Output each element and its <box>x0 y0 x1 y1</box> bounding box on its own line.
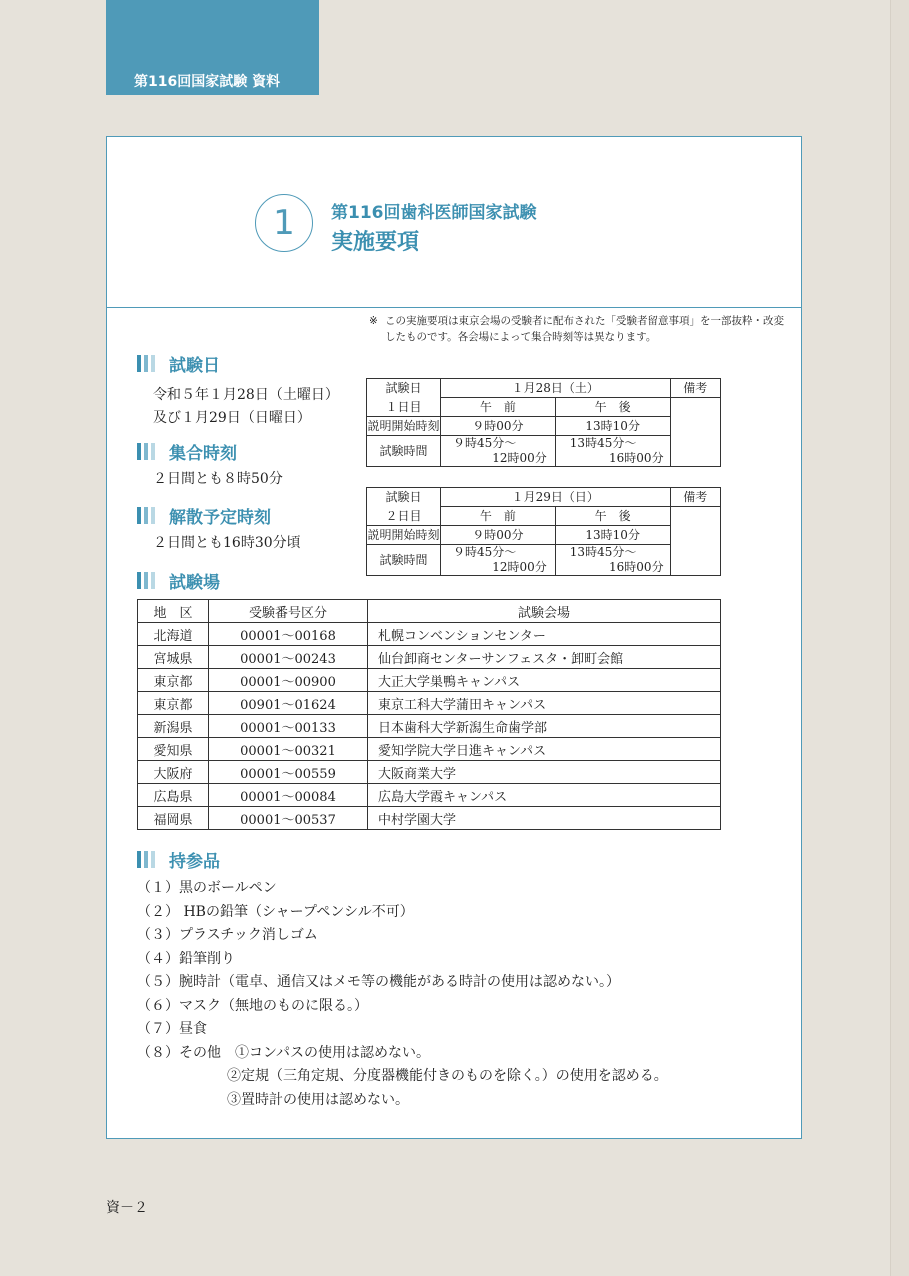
cell-region: 新潟県 <box>138 715 209 738</box>
exam-date-line-1: 令和５年１月28日（土曜日） <box>153 387 339 403</box>
cell-number-range: 00001～00243 <box>209 646 368 669</box>
cell-venue: 大阪商業大学 <box>368 761 721 784</box>
cell-number-range: 00001～00321 <box>209 738 368 761</box>
cell-remarks-label: 備考 <box>670 379 720 398</box>
list-item-continued: ③置時計の使用は認めない。 <box>227 1091 409 1108</box>
table-row <box>138 692 721 715</box>
list-item: （８）その他 ①コンパスの使用は認めない。 <box>137 1044 431 1061</box>
cell-day-label: １日目 <box>367 398 441 417</box>
list-item: （５）腕時計（電卓、通信又はメモ等の機能がある時計の使用は認めない。） <box>137 974 620 990</box>
section-heading-items <box>137 847 220 872</box>
page-number: 資－２ <box>106 1200 148 1216</box>
list-item: （１）黒のボールペン <box>137 880 277 896</box>
cell-pm-exam-time <box>555 436 670 467</box>
cell-region: 北海道 <box>138 623 209 646</box>
am-time-end: 12時00分 <box>492 451 547 465</box>
items-list <box>137 877 668 1112</box>
heading-bars-icon <box>137 443 155 460</box>
cell-number-range: 00001～00537 <box>209 807 368 830</box>
heading-bars-icon <box>137 572 155 589</box>
cell-venue: 日本歯科大学新潟生命歯学部 <box>368 715 721 738</box>
section-heading-assembly <box>137 439 237 464</box>
table-row <box>138 646 721 669</box>
cell-exam-day-label: 試験日 <box>367 488 441 507</box>
heading-bars-icon <box>137 507 155 524</box>
cell-explanation-label: 説明開始時刻 <box>367 417 441 436</box>
list-item: （７）昼食 <box>137 1021 207 1037</box>
cell-exam-time-label: 試験時間 <box>367 436 441 467</box>
cell-am-explanation: ９時00分 <box>441 417 556 436</box>
exam-date-line-2: 及び１月29日（日曜日） <box>153 410 311 426</box>
am-time-start: ９時45分～ <box>453 545 517 559</box>
cell-am-exam-time <box>441 545 556 576</box>
list-item: （２） HBの鉛筆（シャープペンシル不可） <box>137 903 414 920</box>
cell-region: 東京都 <box>138 692 209 715</box>
list-item: （４）鉛筆削り <box>137 950 235 967</box>
cell-venue: 仙台卸商センターサンフェスタ・卸町会館 <box>368 646 721 669</box>
cell-pm-label: 午 後 <box>555 398 670 417</box>
table-row <box>138 715 721 738</box>
chapter-number-badge: 1 <box>255 194 313 252</box>
cell-date: １月28日（土） <box>441 379 671 398</box>
section-heading-text: 試験日 <box>169 356 220 376</box>
cell-day-label: ２日目 <box>367 507 441 526</box>
table-row <box>138 807 721 830</box>
cell-region: 大阪府 <box>138 761 209 784</box>
cell-venue: 札幌コンベンションセンター <box>368 623 721 646</box>
cell-pm-exam-time <box>555 545 670 576</box>
pm-time-start: 13時45分～ <box>569 436 637 450</box>
am-time-end: 12時00分 <box>492 560 547 574</box>
list-item: （３）プラスチック消しゴム <box>137 927 318 943</box>
pm-time-start: 13時45分～ <box>569 545 637 559</box>
list-item-continued: ②定規（三角定規、分度器機能付きのものを除く。）の使用を認める。 <box>227 1068 668 1084</box>
cell-venue: 大正大学巣鴨キャンパス <box>368 669 721 692</box>
cell-am-label: 午 前 <box>441 398 556 417</box>
cell-remarks <box>670 507 720 576</box>
content-frame <box>106 136 802 1139</box>
table-header-row <box>138 600 721 623</box>
cell-pm-explanation: 13時10分 <box>555 417 670 436</box>
table-row <box>138 738 721 761</box>
cell-exam-day-label: 試験日 <box>367 379 441 398</box>
cell-number-range: 00001～00084 <box>209 784 368 807</box>
section-heading-exam-date <box>137 351 220 376</box>
cell-region: 広島県 <box>138 784 209 807</box>
cell-am-exam-time <box>441 436 556 467</box>
section-heading-text: 集合時刻 <box>169 444 237 464</box>
title-area <box>107 137 801 308</box>
schedule-table-day1 <box>366 378 721 467</box>
table-row <box>138 761 721 784</box>
cell-number-range: 00001～00133 <box>209 715 368 738</box>
cell-pm-explanation: 13時10分 <box>555 526 670 545</box>
pm-time-end: 16時00分 <box>609 451 664 465</box>
note <box>369 313 789 345</box>
cell-number-range: 00001～00559 <box>209 761 368 784</box>
cell-venue: 中村学園大学 <box>368 807 721 830</box>
heading-bars-icon <box>137 851 155 868</box>
page-title: 実施要項 <box>331 230 420 255</box>
page-spine <box>890 0 909 1276</box>
header-tab <box>106 0 319 95</box>
cell-am-explanation: ９時00分 <box>441 526 556 545</box>
dismissal-time-text: ２日間とも16時30分頃 <box>153 535 301 551</box>
cell-number-range: 00001～00900 <box>209 669 368 692</box>
cell-am-label: 午 前 <box>441 507 556 526</box>
cell-remarks <box>670 398 720 467</box>
am-time-start: ９時45分～ <box>453 436 517 450</box>
section-heading-text: 試験場 <box>169 573 220 593</box>
list-item: （６）マスク（無地のものに限る。） <box>137 997 368 1014</box>
column-header: 地 区 <box>138 600 209 623</box>
cell-number-range: 00901～01624 <box>209 692 368 715</box>
note-mark: ※ <box>369 315 378 327</box>
column-header: 受験番号区分 <box>209 600 368 623</box>
cell-number-range: 00001～00168 <box>209 623 368 646</box>
heading-bars-icon <box>137 355 155 372</box>
cell-region: 東京都 <box>138 669 209 692</box>
cell-venue: 東京工科大学蒲田キャンパス <box>368 692 721 715</box>
header-label: 第116回国家試験 資料 <box>134 74 281 90</box>
section-heading-venue <box>137 568 220 593</box>
cell-pm-label: 午 後 <box>555 507 670 526</box>
cell-region: 福岡県 <box>138 807 209 830</box>
venue-table <box>137 599 721 830</box>
cell-region: 宮城県 <box>138 646 209 669</box>
cell-remarks-label: 備考 <box>670 488 720 507</box>
schedule-table-day2 <box>366 487 721 576</box>
pm-time-end: 16時00分 <box>609 560 664 574</box>
title-subtitle: 第116回歯科医師国家試験 <box>331 203 537 223</box>
table-row <box>138 623 721 646</box>
cell-venue: 広島大学霞キャンパス <box>368 784 721 807</box>
table-row <box>138 669 721 692</box>
column-header: 試験会場 <box>368 600 721 623</box>
section-heading-dismissal <box>137 503 271 528</box>
section-heading-text: 解散予定時刻 <box>169 508 271 528</box>
section-heading-text: 持参品 <box>169 852 220 872</box>
table-row <box>138 784 721 807</box>
cell-date: １月29日（日） <box>441 488 671 507</box>
note-text: この実施要項は東京会場の受験者に配布された「受験者留意事項」を一部抜粋・改変したものです。各会場によって集合時刻等は異なります。 <box>385 315 784 343</box>
cell-venue: 愛知学院大学日進キャンパス <box>368 738 721 761</box>
assembly-time-text: ２日間とも８時50分 <box>153 471 283 487</box>
cell-region: 愛知県 <box>138 738 209 761</box>
cell-explanation-label: 説明開始時刻 <box>367 526 441 545</box>
cell-exam-time-label: 試験時間 <box>367 545 441 576</box>
